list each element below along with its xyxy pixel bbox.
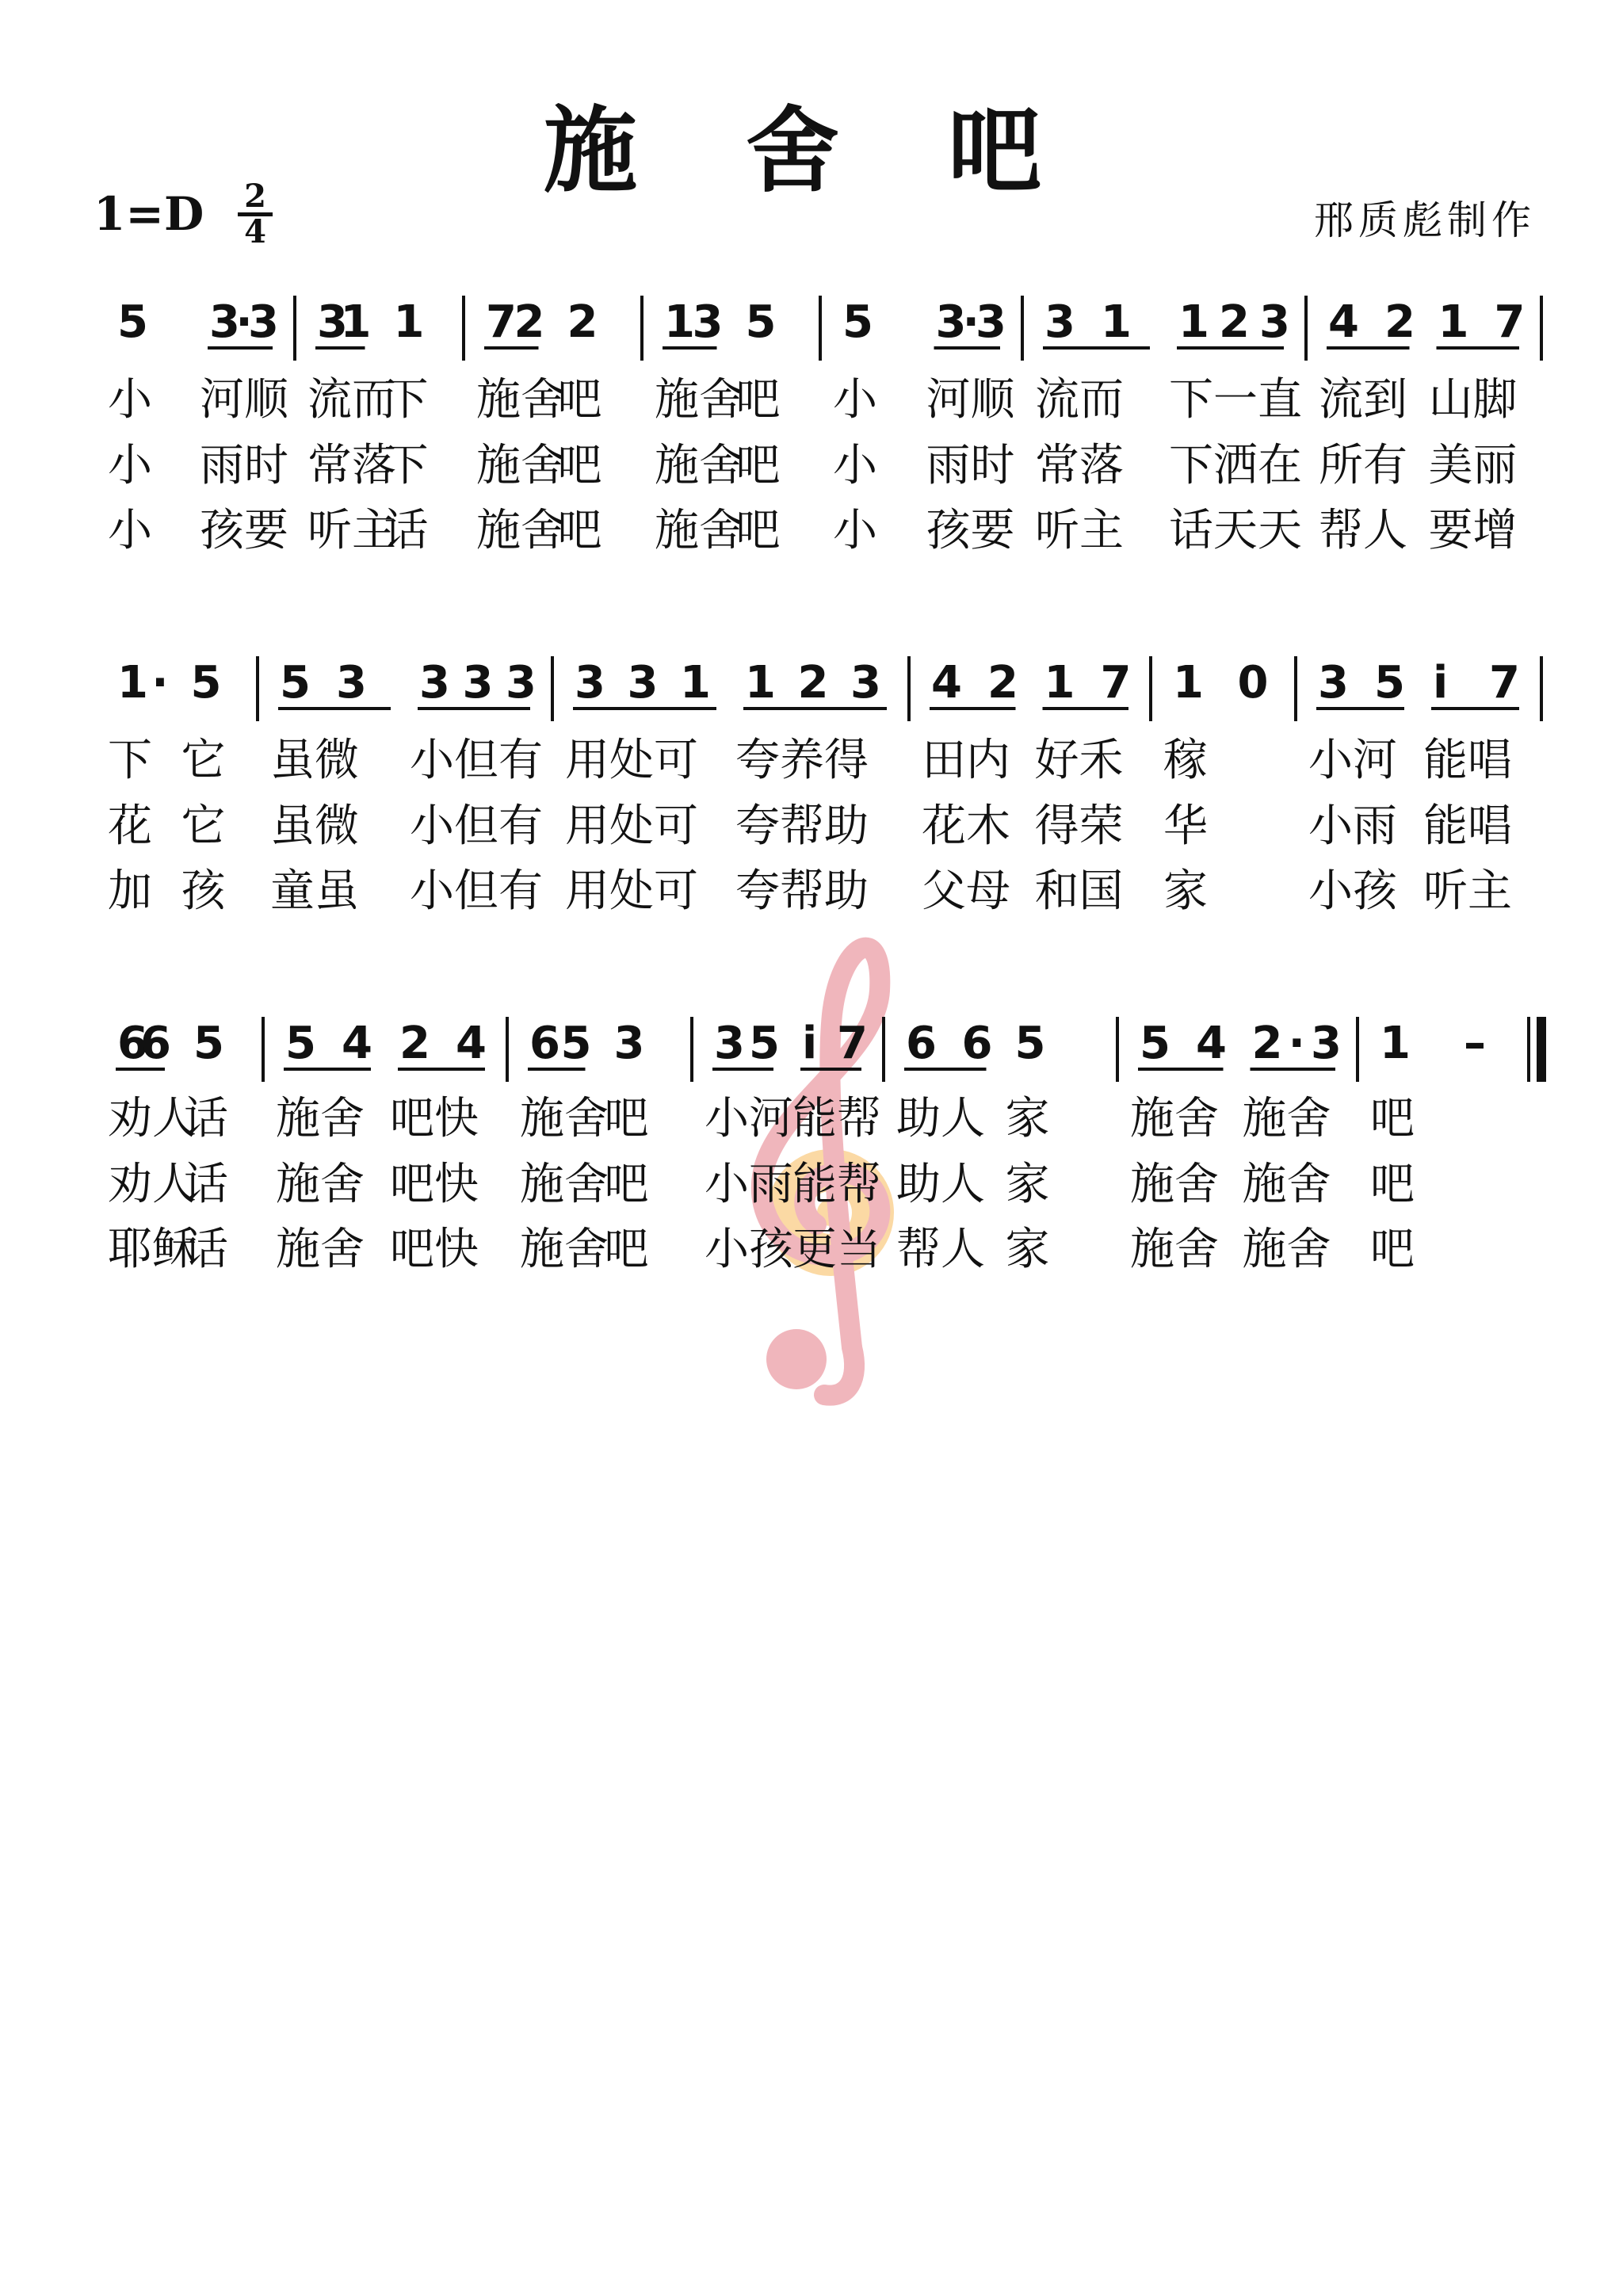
lyric-verse-2: 家: [1005, 1159, 1050, 1210]
beat-notes: 3 1: [1044, 296, 1132, 348]
lyric-verse-2: 雨时: [200, 440, 288, 491]
measure: [270, 657, 543, 917]
lyric-verse-2: 美丽: [1428, 440, 1518, 491]
lyric-verse-2: 能帮: [792, 1159, 881, 1210]
beat-notes: i 7: [802, 1018, 868, 1069]
lyric-verse-3: 帮人: [1319, 505, 1407, 556]
lyric-verse-1: 助人: [896, 1093, 985, 1144]
lyric-verse-1: 施舍: [276, 1093, 365, 1144]
lyric-verse-2: 施舍: [276, 1159, 365, 1210]
beat-notes: 3: [613, 1018, 645, 1069]
beat-notes: 6 6: [117, 1018, 171, 1069]
beat-notes: 3 5: [1318, 657, 1405, 709]
treble-clef-tail: [824, 1347, 854, 1396]
beat-notes: 6 6: [906, 1018, 993, 1069]
lyric-verse-2: 花: [108, 800, 152, 852]
beat-notes: 3 1: [317, 296, 372, 348]
lyric-verse-3: 施舍: [655, 505, 743, 556]
beat-notes: 5: [1014, 1018, 1046, 1069]
lyric-verse-2: 虽微: [270, 800, 359, 852]
treble-clef-stroke: [762, 948, 880, 1347]
time-signature-top: 2: [238, 181, 273, 216]
beat-notes: 5 4: [285, 1018, 372, 1069]
lyric-verse-1: 小: [833, 374, 877, 426]
measure: [520, 1018, 649, 1275]
lyric-verse-2: 常落: [307, 440, 396, 491]
key-signature: 1=D: [94, 187, 204, 241]
lyric-verse-2: 花木: [922, 800, 1010, 852]
treble-clef-ball: [766, 1329, 827, 1389]
lyric-verse-3: 吧: [1370, 1224, 1415, 1275]
lyric-verse-3: 听主: [307, 505, 396, 556]
lyric-verse-1: 小但有: [410, 735, 543, 786]
beat-notes: 0: [1237, 657, 1269, 709]
beat-notes: 4 2: [931, 657, 1018, 709]
lyric-verse-2: 吧: [1370, 1159, 1415, 1210]
measure: [1163, 657, 1268, 917]
lyric-verse-1: 吧: [1370, 1093, 1415, 1144]
lyric-verse-2: 吧: [604, 1159, 649, 1210]
beat-notes: 7 2: [486, 296, 545, 348]
lyric-verse-3: 话: [184, 1224, 228, 1275]
lyric-verse-1: 下一直: [1169, 374, 1302, 426]
lyric-verse-1: 施舍: [476, 374, 565, 426]
lyric-verse-1: 吧: [735, 374, 781, 426]
measure: [108, 657, 227, 917]
lyric-verse-3: 父母: [922, 865, 1010, 917]
lyric-verse-1: 好禾: [1034, 735, 1124, 786]
lyric-verse-1: 施舍: [1130, 1093, 1219, 1144]
lyric-verse-3: 吧快: [390, 1224, 479, 1275]
lyric-verse-1: 能唱: [1423, 735, 1512, 786]
lyric-verse-2: 吧: [557, 440, 602, 491]
lyric-verse-3: 要增: [1428, 505, 1518, 556]
lyric-verse-3: 施舍: [1242, 1224, 1331, 1275]
lyric-verse-3: 吧: [604, 1224, 649, 1275]
measure: [922, 657, 1132, 917]
lyric-verse-2: 话: [184, 1159, 228, 1210]
lyric-verse-2: 小: [108, 440, 152, 491]
beat-notes: 1: [393, 296, 425, 348]
measure: [476, 296, 602, 556]
lyric-verse-1: 小河: [705, 1093, 793, 1144]
lyric-verse-2: 施舍: [655, 440, 743, 491]
lyric-verse-2: 用处可: [565, 800, 698, 852]
lyric-verse-3: 耶稣: [108, 1224, 197, 1275]
measure: [655, 296, 781, 556]
beat-notes: 5 3: [280, 657, 367, 709]
lyric-verse-1: 山脚: [1428, 374, 1518, 426]
lyric-verse-3: 夸帮助: [735, 865, 869, 917]
beat-notes: 1 2 3: [745, 657, 881, 709]
beat-notes: 1 3: [664, 296, 724, 348]
lyric-verse-3: 听主: [1035, 505, 1124, 556]
lyric-verse-2: 吧: [735, 440, 781, 491]
beat-notes: 3·3: [935, 296, 1006, 348]
lyric-verse-3: 小孩: [705, 1224, 793, 1275]
lyric-verse-1: 吧: [604, 1093, 649, 1144]
lyric-verse-1: 吧: [557, 374, 602, 426]
lyric-verse-2: 吧快: [390, 1159, 479, 1210]
lyric-verse-3: 听主: [1423, 865, 1512, 917]
lyric-verse-1: 下: [384, 374, 429, 426]
measure: [108, 296, 289, 556]
lyric-verse-1: 小河: [1308, 735, 1397, 786]
lyric-verse-3: 小: [108, 505, 152, 556]
lyric-verse-2: 小雨: [1308, 800, 1397, 852]
beat-notes: 1: [1380, 1018, 1411, 1069]
beat-notes: 5: [117, 296, 148, 348]
lyric-verse-3: 话: [384, 505, 429, 556]
lyric-verse-3: 童虽: [270, 865, 359, 917]
lyric-verse-1: 河顺: [926, 374, 1015, 426]
lyric-verse-1: 施舍: [655, 374, 743, 426]
beat-notes: 3 3 1: [575, 657, 711, 709]
beat-notes: 2 4: [399, 1018, 487, 1069]
lyric-verse-3: 孩要: [926, 505, 1015, 556]
lyric-verse-1: 家: [1005, 1093, 1050, 1144]
lyric-verse-1: 夸养得: [735, 735, 869, 786]
lyric-verse-1: 流而: [1035, 374, 1124, 426]
lyric-verse-2: 常落: [1035, 440, 1124, 491]
measure: [1130, 1018, 1342, 1275]
system-1: [108, 296, 1541, 556]
lyric-verse-2: 施舍: [520, 1159, 609, 1210]
lyric-verse-2: 下洒在: [1169, 440, 1302, 491]
lyric-verse-1: 话: [184, 1093, 228, 1144]
lyric-verse-1: 流到: [1319, 374, 1407, 426]
lyric-verse-2: 施舍: [1130, 1159, 1219, 1210]
lyric-verse-1: 稼: [1163, 735, 1208, 786]
lyric-verse-3: 施舍: [276, 1224, 365, 1275]
lyric-verse-2: 所有: [1319, 440, 1407, 491]
lyric-verse-3: 家: [1005, 1224, 1050, 1275]
measure: [896, 1018, 1050, 1275]
lyric-verse-3: 施舍: [1130, 1224, 1219, 1275]
lyric-verse-2: 小但有: [410, 800, 543, 852]
lyric-verse-2: 能唱: [1423, 800, 1512, 852]
lyric-verse-1: 流而: [307, 374, 396, 426]
beat-notes: 2·3: [1251, 1018, 1342, 1069]
beat-notes: 5: [193, 1018, 224, 1069]
lyric-verse-1: 用处可: [565, 735, 698, 786]
measure: [1319, 296, 1526, 556]
lyric-verse-1: 虽微: [270, 735, 359, 786]
measure: [276, 1018, 487, 1275]
lyric-verse-3: 小但有: [410, 865, 543, 917]
lyric-verse-1: 劝人: [108, 1093, 197, 1144]
beat-notes: 1 7: [1438, 296, 1526, 348]
lyric-verse-3: 孩要: [200, 505, 288, 556]
lyric-verse-2: 得荣: [1034, 800, 1124, 852]
beat-notes: 1 7: [1044, 657, 1132, 709]
lyric-verse-3: 和国: [1034, 865, 1124, 917]
lyric-verse-3: 加: [108, 865, 152, 917]
measure: [1370, 1018, 1486, 1275]
lyric-verse-1: 能帮: [792, 1093, 881, 1144]
measure: [1308, 657, 1520, 917]
lyric-verse-1: 田内: [922, 735, 1010, 786]
lyric-verse-2: 雨时: [926, 440, 1015, 491]
beat-notes: 3 3 3: [419, 657, 537, 709]
lyric-verse-3: 家: [1163, 865, 1208, 917]
beat-notes: 4 2: [1328, 296, 1415, 348]
score-systems: [108, 296, 1541, 1275]
lyric-verse-1: 小: [108, 374, 152, 426]
beat-notes: 5: [190, 657, 222, 709]
lyric-verse-1: 施舍: [520, 1093, 609, 1144]
lyric-verse-3: 施舍: [476, 505, 565, 556]
lyric-verse-2: 小: [833, 440, 877, 491]
lyric-verse-3: 吧: [557, 505, 602, 556]
beat-notes: 3 5: [714, 1018, 780, 1069]
lyric-verse-3: 小孩: [1308, 865, 1397, 917]
lyric-verse-3: 帮人: [896, 1224, 985, 1275]
lyric-verse-1: 施舍: [1242, 1093, 1331, 1144]
measure: [1035, 296, 1302, 556]
lyric-verse-2: 施舍: [476, 440, 565, 491]
lyric-verse-2: 施舍: [1242, 1159, 1331, 1210]
beat-notes: 1·: [117, 657, 169, 709]
lyric-verse-3: 更当: [792, 1224, 881, 1275]
lyric-verse-1: 它: [181, 735, 226, 786]
beat-notes: 1 2 3: [1178, 296, 1290, 348]
lyric-verse-2: 小雨: [705, 1159, 793, 1210]
beat-notes: 2: [567, 296, 598, 348]
lyric-verse-3: 小: [833, 505, 877, 556]
beat-notes: 5 4: [1140, 1018, 1227, 1069]
measure: [108, 1018, 228, 1275]
beat-notes: 3·3: [209, 296, 279, 348]
beat-notes: i 7: [1433, 657, 1520, 709]
measure: [833, 296, 1016, 556]
measure: [307, 296, 429, 556]
lyric-verse-3: 话天天: [1169, 505, 1302, 556]
lyric-verse-1: 下: [108, 735, 152, 786]
lyric-verse-3: 吧: [735, 505, 781, 556]
song-title: 施 舍 吧: [543, 95, 1080, 205]
lyric-verse-2: 它: [181, 800, 226, 852]
beat-notes: 6 5: [529, 1018, 592, 1069]
lyric-verse-2: 夸帮助: [735, 800, 869, 852]
system-2: [108, 656, 1541, 917]
beat-notes: –: [1464, 1018, 1486, 1069]
measure: [565, 657, 887, 917]
author-credit: 邢质彪制作: [1314, 197, 1536, 243]
lyric-verse-2: 华: [1163, 800, 1208, 852]
beat-notes: 1: [1173, 657, 1204, 709]
lyric-verse-2: 下: [384, 440, 429, 491]
lyric-verse-3: 用处可: [565, 865, 698, 917]
lyric-verse-3: 孩: [181, 865, 226, 917]
measure: [705, 1018, 881, 1275]
time-signature-bottom: 4: [244, 213, 266, 250]
lyric-verse-1: 河顺: [200, 374, 288, 426]
beat-notes: 5: [745, 296, 777, 348]
beat-notes: 5: [842, 296, 873, 348]
lyric-verse-1: 吧快: [390, 1093, 479, 1144]
lyric-verse-3: 施舍: [520, 1224, 609, 1275]
lyric-verse-2: 助人: [896, 1159, 985, 1210]
lyric-verse-2: 劝人: [108, 1159, 197, 1210]
